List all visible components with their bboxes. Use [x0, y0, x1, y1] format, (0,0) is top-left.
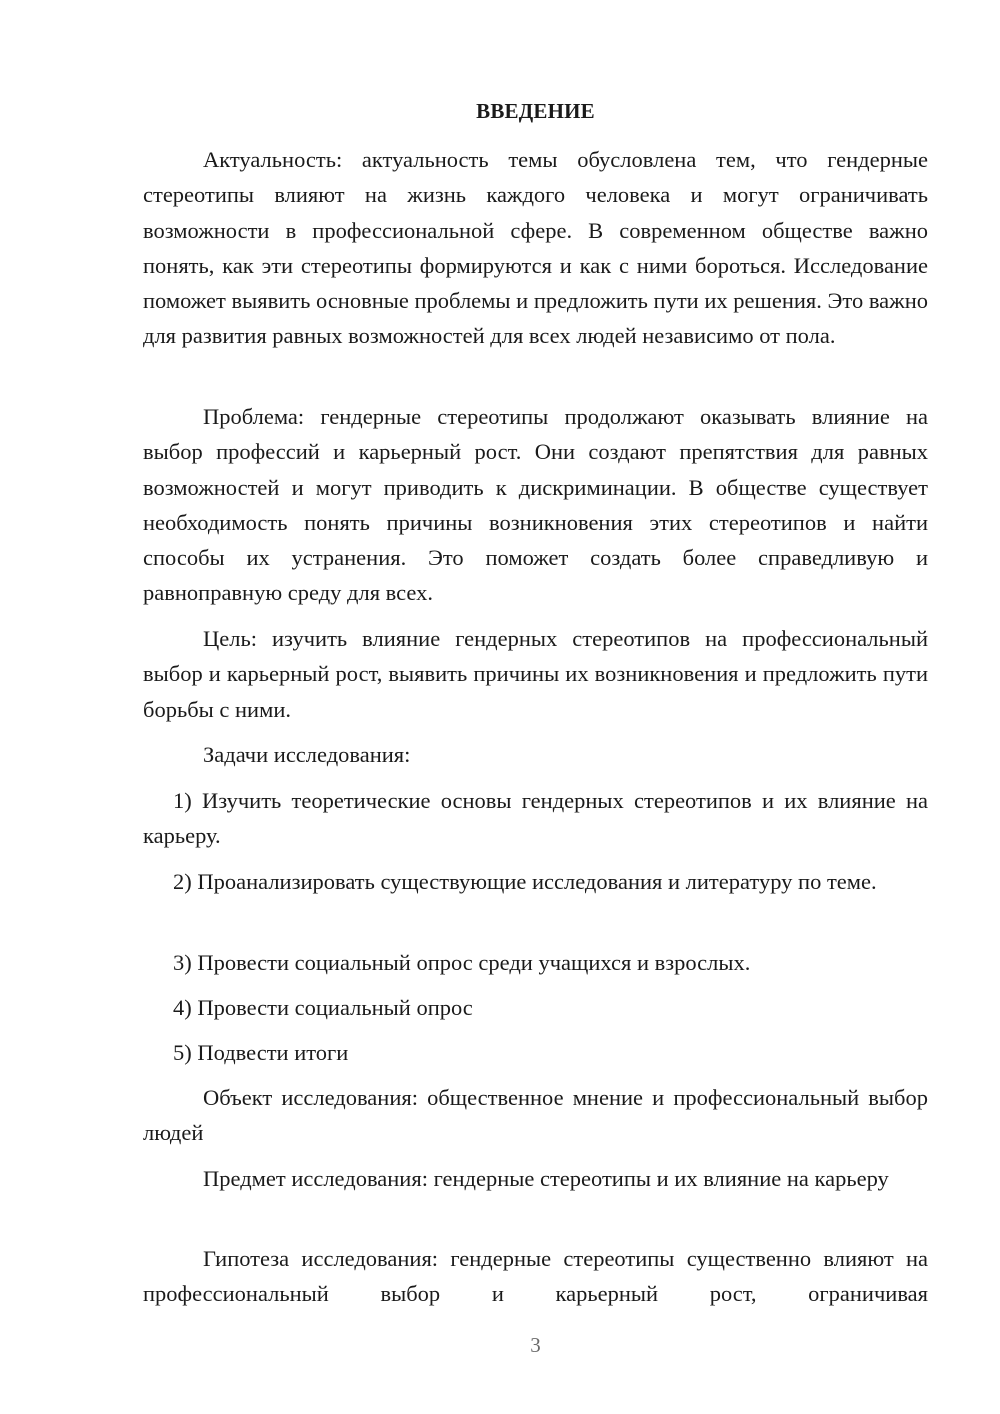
document-page — [143, 0, 928, 1414]
section-heading: ВВЕДЕНИЕ — [476, 99, 595, 123]
task-item-3: 3) Провести социальный опрос среди учащихся и взрослых. — [173, 950, 751, 975]
task-item-5: 5) Подвести итоги — [173, 1040, 349, 1065]
task-item-2: 2) Проанализировать существующие исследования и литературу по теме. — [173, 869, 877, 894]
page-number: 3 — [530, 1333, 541, 1357]
task-item-1: 1) Изучить теоретические основы гендерных стереотипов и их влияние на карьеру. — [143, 788, 928, 849]
paragraph-subject: Предмет исследования: гендерные стереотипы и их влияние на карьеру — [203, 1166, 889, 1191]
paragraph-hypothesis: Гипотеза исследования: гендерные стереотипы существенно влияют на профессиональный выбор и карьерный рост, ограничивая — [143, 1246, 928, 1307]
paragraph-problem: Проблема: гендерные стереотипы продолжают оказывать влияние на выбор профессий и карьерный рост. Они создают препятствия для равных возможностей и могут приводить к дискриминации. В обществе существует необходимость понять причины возникновения этих стереотипов и найти способы их устранения. Это поможет создать более справедливую и равноправную среду для всех. — [143, 404, 928, 606]
tasks-title: Задачи исследования: — [203, 742, 411, 767]
paragraph-relevance: Актуальность: актуальность темы обусловлена тем, что гендерные стереотипы влияют на жизнь каждого человека и могут ограничивать возможности в профессиональной сфере. В современном обществе важно понять, как эти стереотипы формируются и как с ними бороться. Исследование поможет выявить основные проблемы и предложить пути их решения. Это важно для развития равных возможностей для всех людей независимо от пола. — [143, 147, 928, 349]
paragraph-goal: Цель: изучить влияние гендерных стереотипов на профессиональный выбор и карьерный рост, выявить причины их возникновения и предложить пути борьбы с ними. — [143, 626, 928, 722]
paragraph-object: Объект исследования: общественное мнение и профессиональный выбор людей — [143, 1085, 928, 1146]
task-item-4: 4) Провести социальный опрос — [173, 995, 473, 1020]
